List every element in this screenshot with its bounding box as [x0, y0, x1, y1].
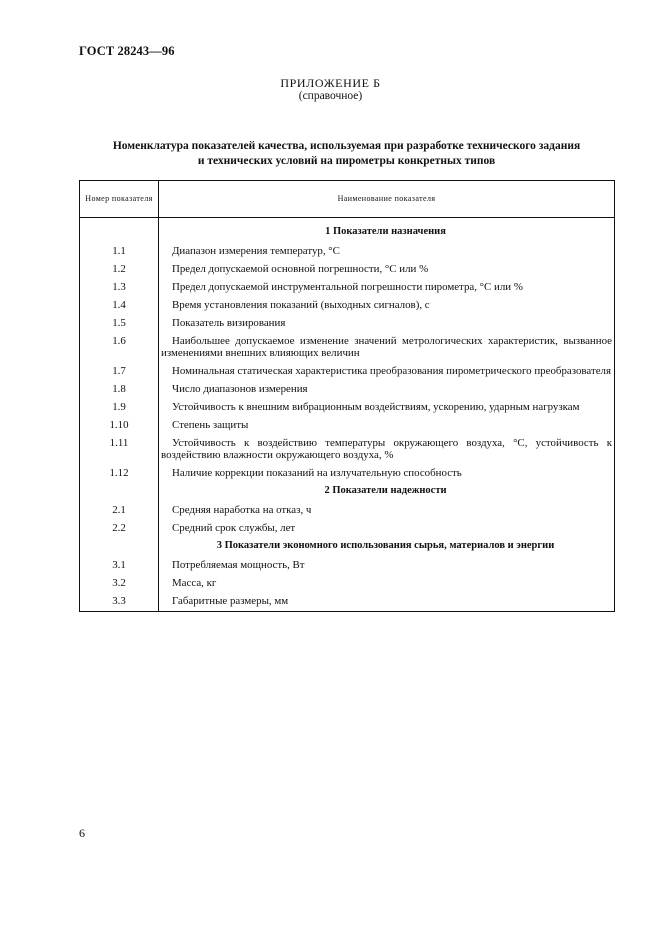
indicator-number: 1.11 [80, 434, 159, 464]
table-row [80, 592, 615, 612]
indicator-number: 3.1 [80, 556, 159, 574]
section-number-cell [80, 218, 159, 243]
table-caption-line-1: Номенклатура показателей качества, используемая при разработке технического задания [112, 140, 581, 152]
table-row [80, 416, 615, 434]
annex-title: ПРИЛОЖЕНИЕ Б [280, 76, 381, 90]
table-row [80, 242, 615, 260]
indicator-name: Предел допускаемой инструментальной погрешности пирометра, °С или % [159, 278, 615, 296]
indicator-number: 3.2 [80, 574, 159, 592]
indicator-number: 1.12 [80, 464, 159, 482]
table-row [80, 380, 615, 398]
indicator-name: Предел допускаемой основной погрешности, °С или % [159, 260, 615, 278]
indicator-number: 1.3 [80, 278, 159, 296]
section-number-cell [80, 537, 159, 556]
annex-subtitle: (справочное) [298, 90, 363, 102]
indicator-number: 1.7 [80, 362, 159, 380]
indicator-number: 1.5 [80, 314, 159, 332]
indicator-name: Диапазон измерения температур, °С [159, 242, 615, 260]
section-number-cell [80, 482, 159, 501]
indicator-number: 1.10 [80, 416, 159, 434]
indicator-number: 2.2 [80, 519, 159, 537]
section-title: 2 Показатели надежности [159, 482, 615, 501]
table-row [80, 362, 615, 380]
indicator-number: 1.6 [80, 332, 159, 362]
table-row [80, 314, 615, 332]
table-body [80, 218, 615, 612]
table-header-row [80, 181, 615, 218]
indicator-name: Устойчивость к воздействию температуры окружающего воздуха, °С, устойчивость к воздействию влажности окружающего воздуха, % [159, 434, 615, 464]
indicator-name: Время установления показаний (выходных сигналов), с [159, 296, 615, 314]
column-header-name: Наименование показателя [159, 181, 615, 218]
indicator-name: Номинальная статическая характеристика преобразования пирометрического преобразователя [159, 362, 615, 380]
section-title: 1 Показатели назначения [159, 218, 615, 243]
indicator-name: Наличие коррекции показаний на излучательную способность [159, 464, 615, 482]
indicator-number: 3.3 [80, 592, 159, 612]
indicator-name: Средний срок службы, лет [159, 519, 615, 537]
indicator-name: Масса, кг [159, 574, 615, 592]
column-header-number: Номер показателя [80, 181, 159, 218]
table-row [80, 501, 615, 519]
page-number: 6 [79, 826, 85, 840]
indicator-number: 1.9 [80, 398, 159, 416]
indicator-name: Потребляемая мощность, Вт [159, 556, 615, 574]
indicator-name: Показатель визирования [159, 314, 615, 332]
section-title: 3 Показатели экономного использования сырья, материалов и энергии [159, 537, 615, 556]
table-caption [79, 139, 614, 169]
annex-heading [0, 76, 661, 103]
table-row [80, 296, 615, 314]
indicator-name: Габаритные размеры, мм [159, 592, 615, 612]
quality-indicators-table [79, 180, 615, 612]
indicator-number: 1.8 [80, 380, 159, 398]
table-row [80, 464, 615, 482]
indicator-name: Средняя наработка на отказ, ч [159, 501, 615, 519]
indicator-number: 1.4 [80, 296, 159, 314]
indicator-name: Устойчивость к внешним вибрационным воздействиям, ускорению, ударным нагрузкам [159, 398, 615, 416]
table-row [80, 519, 615, 537]
table-row [80, 434, 615, 464]
indicator-name: Число диапазонов измерения [159, 380, 615, 398]
indicator-number: 1.1 [80, 242, 159, 260]
document-header: ГОСТ 28243—96 [79, 44, 175, 58]
table-row [80, 556, 615, 574]
indicator-name: Степень защиты [159, 416, 615, 434]
table-row [80, 332, 615, 362]
indicator-name: Наибольшее допускаемое изменение значений метрологических характеристик, вызванное изменениями внешних влияющих величин [159, 332, 615, 362]
indicator-number: 1.2 [80, 260, 159, 278]
indicator-number: 2.1 [80, 501, 159, 519]
section-row [80, 218, 615, 243]
table-row [80, 278, 615, 296]
table-row [80, 398, 615, 416]
table-row [80, 574, 615, 592]
section-row [80, 482, 615, 501]
table-caption-line-2: и технических условий на пирометры конкретных типов [197, 155, 496, 167]
table-row [80, 260, 615, 278]
section-row [80, 537, 615, 556]
